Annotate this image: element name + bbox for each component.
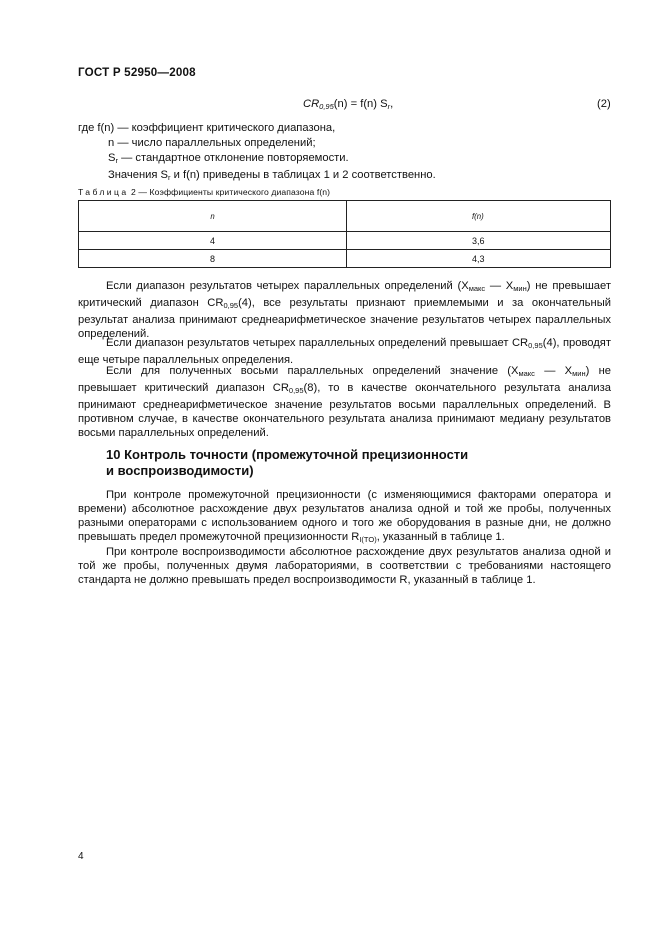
paragraph-intermediate-precision xyxy=(78,488,611,547)
p4-text-a: При контроле промежуточной прецизионности (с изменяющимися факторами оператора и времени) абсолютное расхождение двух результатов анализа одной и той же пробы, полученных разными операторами с использованием одного и того же оборудования в разные дни, не должно превышать предел промежуточной прецизионности R xyxy=(78,489,611,544)
table-header-row xyxy=(79,201,611,232)
formula-expression xyxy=(303,98,393,111)
p1-sub-max: макс xyxy=(468,284,486,293)
paragraph-range-check xyxy=(78,279,611,341)
section-heading-10 xyxy=(106,447,468,479)
p3-text-a: Если для полученных восьми параллельных определений значение (X xyxy=(106,365,519,377)
p5-text-a: При контроле воспроизводимости абсолютное расхождение двух результатов анализа одной и той же пробы, полученных двумя лабораториями, в соответствии с требованиями настоящего стандарта не должно превышать предел воспроизводимости R, указанный в таблице 1. xyxy=(78,546,611,587)
table-row xyxy=(79,250,611,268)
paragraph-eight-determinations xyxy=(78,364,611,440)
legend-sr-sub: r xyxy=(115,156,118,165)
formula-lhs-arg: (n) = xyxy=(333,98,361,110)
legend-line-fn: где f(n) — коэффициент критического диапазона, xyxy=(78,122,336,134)
formula-lhs-base: CR xyxy=(303,98,320,110)
p2-sub-cr: 0,95 xyxy=(528,341,543,350)
section-heading-line1: 10 Контроль точности (промежуточной прецизионности xyxy=(106,447,469,462)
table-header-n: n xyxy=(79,201,347,232)
formula-lhs-sub: 0,95 xyxy=(319,102,334,111)
table-caption-word: Таблица xyxy=(78,187,129,197)
section-heading-line2: и воспроизводимости) xyxy=(106,463,254,478)
p2-text-a: Если диапазон результатов четырех параллельных определений превышает CR xyxy=(106,337,529,349)
table-cell: 3,6 xyxy=(347,232,611,250)
p1-sub-min: мин xyxy=(513,284,527,293)
legend-line-values xyxy=(78,168,436,185)
p1-text-b: — X xyxy=(485,280,514,292)
table-cell: 4,3 xyxy=(347,250,611,268)
p1-text-d: (4), все результаты признают приемлемыми и за окончательный результат анализа принимают среднеарифметическое значение результатов четырех параллельных определений. xyxy=(78,297,611,341)
table-row xyxy=(79,232,611,250)
p3-sub-max: макс xyxy=(518,369,535,378)
p4-sub-ito: I(TO) xyxy=(359,535,377,545)
table-caption xyxy=(78,187,330,197)
p3-sub-min: мин xyxy=(572,369,586,378)
table-header-fn: f(n) xyxy=(347,201,611,232)
p3-sub-cr: 0,95 xyxy=(288,386,304,396)
formula-number: (2) xyxy=(597,98,611,110)
p1-sub-cr: 0,95 xyxy=(223,301,239,311)
document-header: ГОСТ Р 52950—2008 xyxy=(78,66,196,79)
formula-rhs: f(n) S xyxy=(360,98,388,110)
formula-2 xyxy=(0,98,661,114)
p1-text-c: ) не превышает критический диапазон CR xyxy=(78,280,611,310)
legend-sr-base: S xyxy=(108,152,116,164)
paragraph-range-exceeds xyxy=(78,336,611,367)
page-number: 4 xyxy=(78,851,84,862)
formula-rhs-sub: r xyxy=(387,102,391,111)
table-caption-text: 2 — Коэффициенты критического диапазона f(n) xyxy=(128,187,331,197)
legend-sr-text: — стандартное отклонение повторяемости. xyxy=(117,152,349,164)
table-cell: 4 xyxy=(79,232,347,250)
legend-line-n: n — число параллельных определений; xyxy=(108,137,316,149)
coefficient-table xyxy=(78,200,611,268)
p3-text-b: — X xyxy=(534,365,573,377)
legend-values-sub: r xyxy=(168,173,171,182)
paragraph-reproducibility xyxy=(78,545,611,587)
p4-text-b: , указанный в таблице 1. xyxy=(376,531,505,544)
table-cell: 8 xyxy=(79,250,347,268)
formula-rhs-end: , xyxy=(390,98,394,110)
legend-values-a: Значения S xyxy=(108,169,169,181)
p2-text-b: (4), проводят еще четыре параллельных определения. xyxy=(78,337,611,367)
legend-values-b: и f(n) приведены в таблицах 1 и 2 соответственно. xyxy=(170,169,436,181)
formula-legend xyxy=(78,121,436,185)
p3-text-d: (8), то в качестве окончательного результата анализа принимают среднеарифметическое значение результатов восьми параллельных определений. В противном случае, в качестве окончательного результата анализа принимают медиану результатов восьми параллельных определений. xyxy=(78,382,611,440)
p3-text-c: ) не превышает критический диапазон CR xyxy=(78,365,611,395)
p1-text-a: Если диапазон результатов четырех параллельных определений (X xyxy=(106,280,469,292)
legend-line-sr xyxy=(78,151,436,168)
